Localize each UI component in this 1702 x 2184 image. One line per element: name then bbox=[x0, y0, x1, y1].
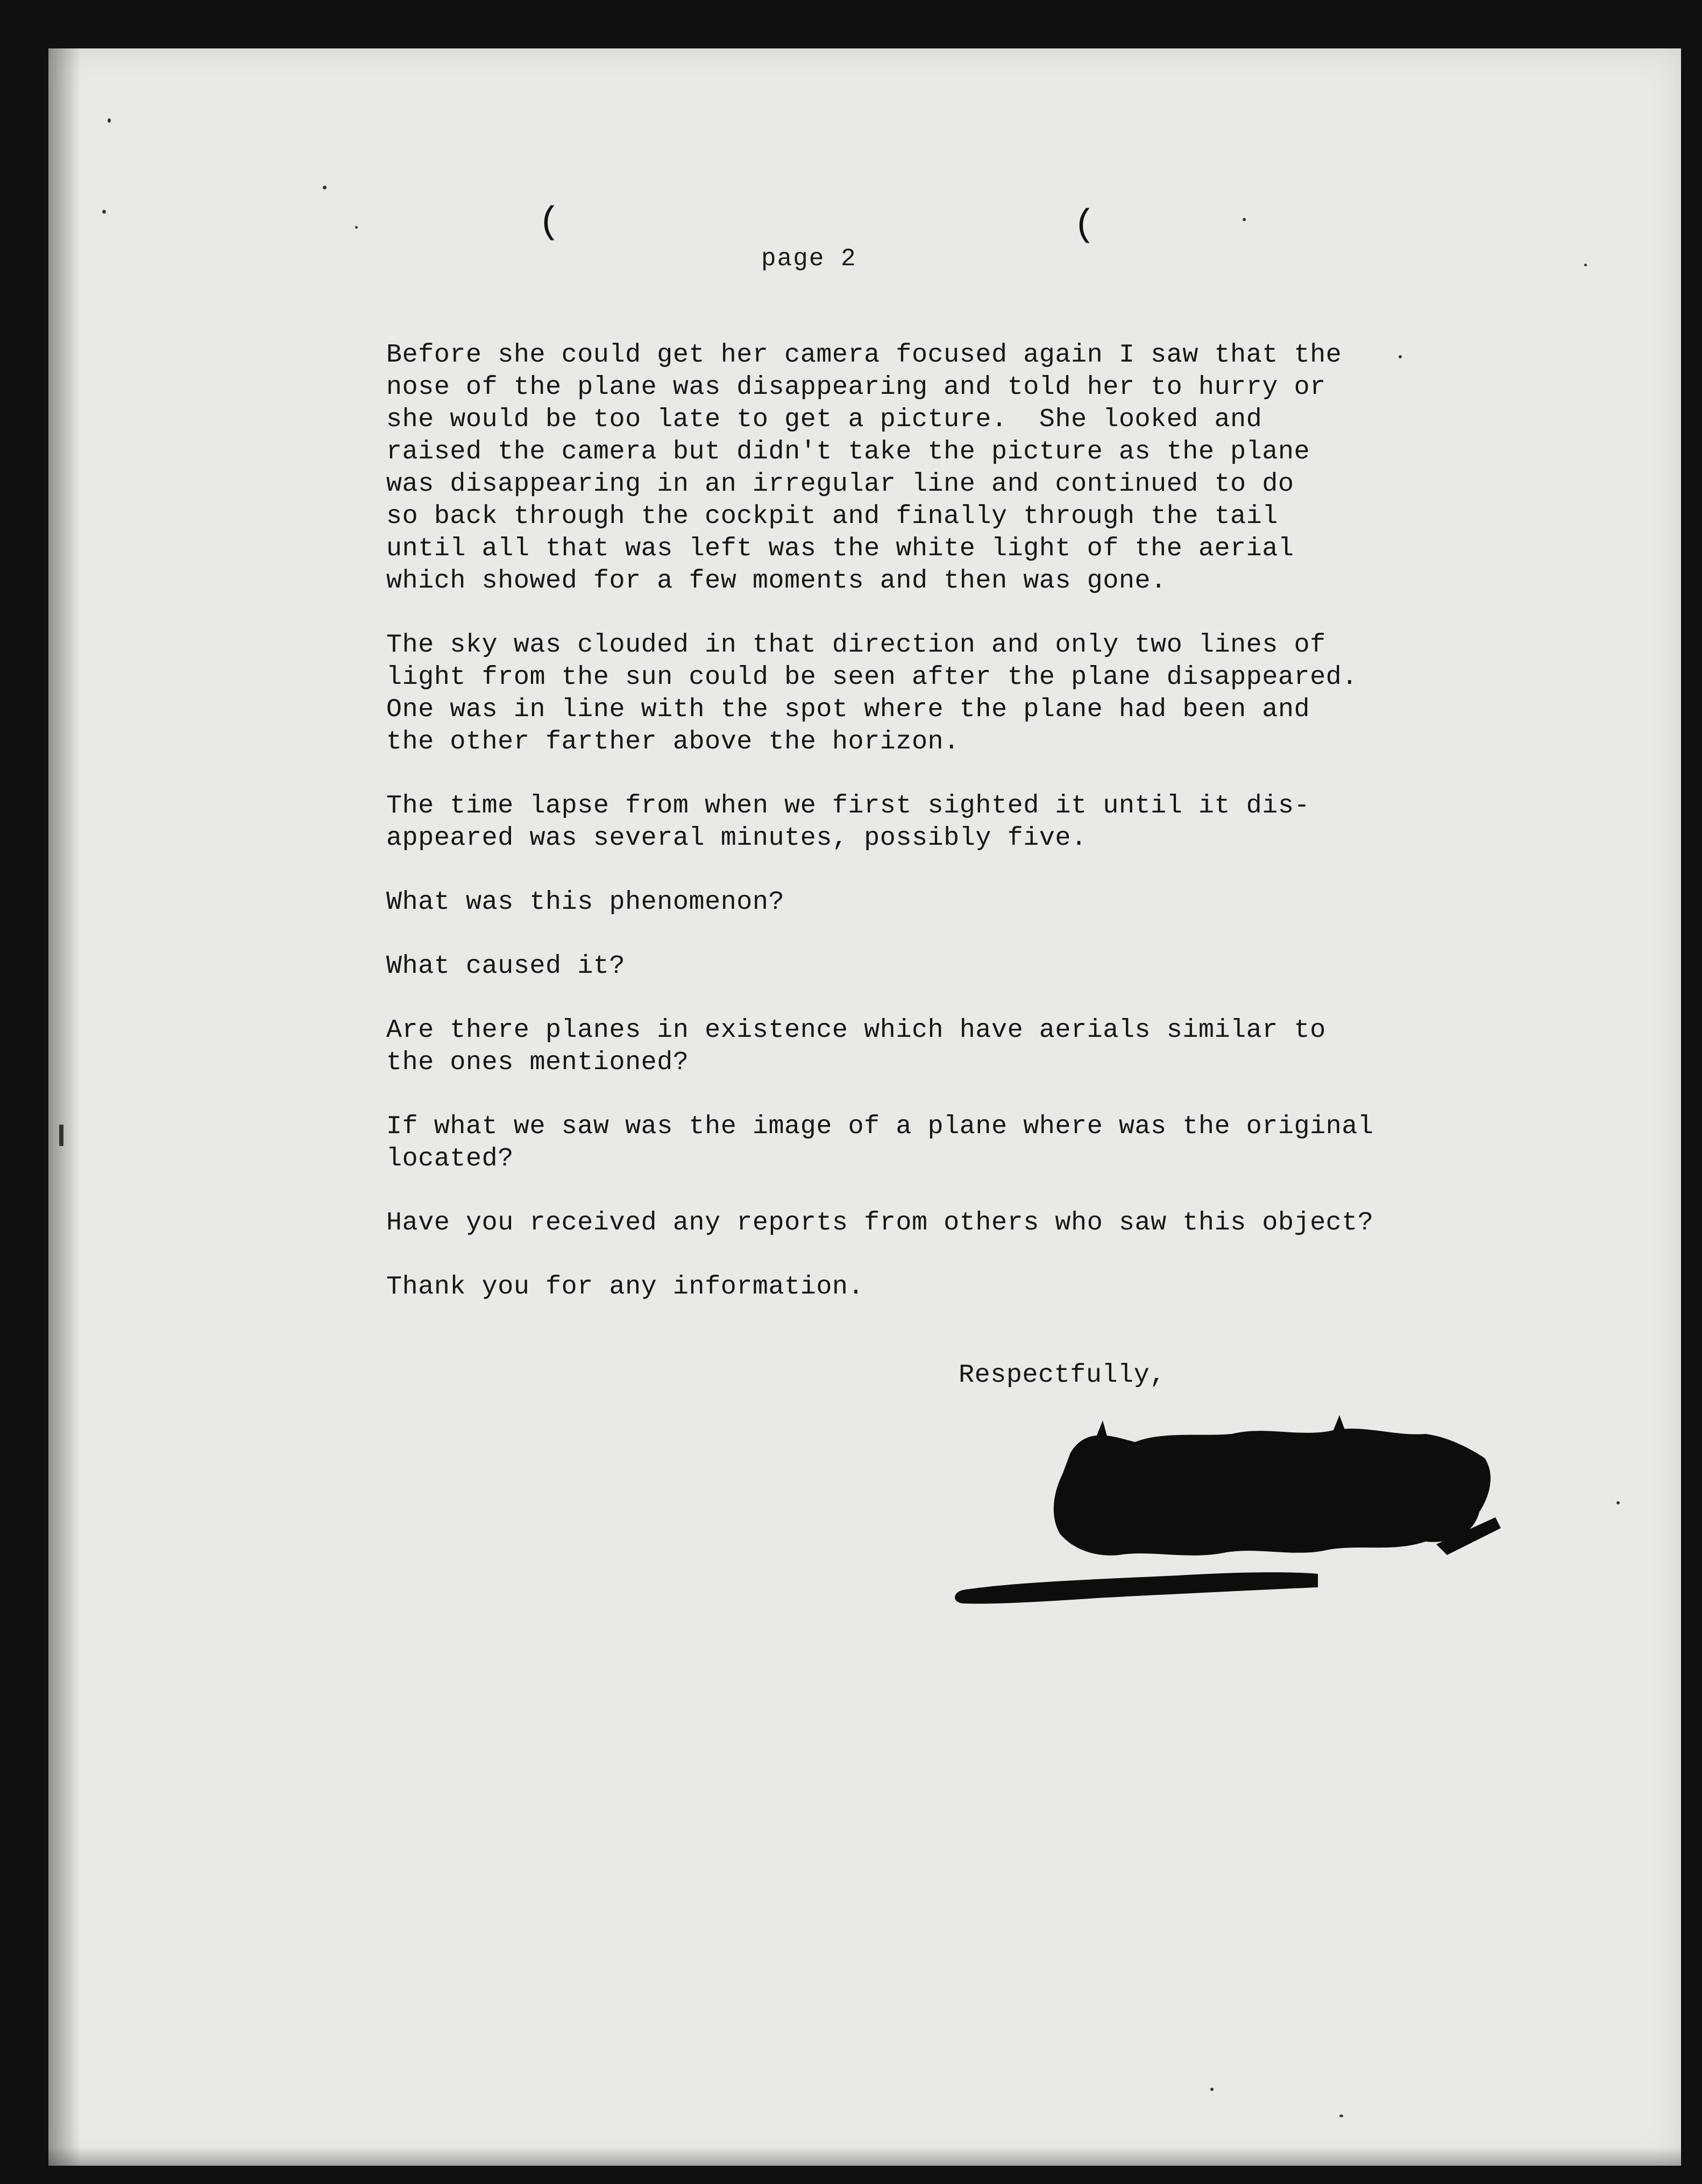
scan-speck bbox=[102, 210, 106, 214]
paragraph bbox=[386, 1207, 1516, 1239]
text-line: One was in line with the spot where the plane had been and bbox=[386, 695, 1310, 724]
scan-speck bbox=[1616, 1501, 1620, 1504]
text-line: appeared was several minutes, possibly five. bbox=[386, 823, 1087, 853]
letter-body bbox=[386, 339, 1516, 1335]
scan-speck bbox=[1243, 218, 1246, 221]
document-page bbox=[48, 48, 1681, 2166]
text-line: What was this phenomenon? bbox=[386, 887, 785, 917]
text-line: so back through the cockpit and finally through the tail bbox=[386, 501, 1278, 531]
text-line: Have you received any reports from others who saw this object? bbox=[386, 1208, 1374, 1238]
redacted-signature bbox=[909, 1404, 1587, 1684]
text-line: which showed for a few moments and then was gone. bbox=[386, 566, 1167, 596]
text-line: Are there planes in existence which have aerials similar to bbox=[386, 1015, 1326, 1045]
scan-speck bbox=[1339, 2115, 1343, 2117]
text-line: until all that was left was the white light of the aerial bbox=[386, 534, 1294, 563]
page-number: page 2 bbox=[761, 245, 857, 273]
text-line: What caused it? bbox=[386, 951, 626, 981]
paragraph bbox=[386, 1271, 1516, 1303]
scan-speck bbox=[1584, 264, 1587, 266]
scan-speck bbox=[108, 118, 111, 123]
text-line: nose of the plane was disappearing and told her to hurry or bbox=[386, 372, 1326, 402]
text-line: light from the sun could be seen after the plane disappeared. bbox=[386, 662, 1358, 692]
paragraph bbox=[386, 339, 1516, 597]
scan-speck bbox=[323, 186, 327, 189]
text-line: Before she could get her camera focused again I saw that the bbox=[386, 340, 1342, 370]
text-line: If what we saw was the image of a plane where was the original bbox=[386, 1112, 1374, 1141]
text-line: the other farther above the horizon. bbox=[386, 727, 960, 757]
text-line: she would be too late to get a picture. She looked and bbox=[386, 405, 1263, 434]
paragraph bbox=[386, 629, 1516, 758]
paragraph bbox=[386, 950, 1516, 983]
scan-speck bbox=[1210, 2088, 1214, 2091]
closing-salutation: Respectfully, bbox=[959, 1360, 1166, 1390]
text-line: was disappearing in an irregular line and continued to do bbox=[386, 469, 1294, 499]
page-edge-shadow bbox=[48, 48, 81, 2166]
text-line: Thank you for any information. bbox=[386, 1272, 864, 1302]
paragraph bbox=[386, 1111, 1516, 1175]
text-line: raised the camera but didn't take the picture as the plane bbox=[386, 437, 1310, 467]
margin-mark-right: ( bbox=[1073, 204, 1096, 247]
text-line: the ones mentioned? bbox=[386, 1048, 689, 1077]
paragraph bbox=[386, 886, 1516, 918]
text-line: The time lapse from when we first sighted it until it dis- bbox=[386, 791, 1310, 821]
margin-mark-left: ( bbox=[538, 202, 561, 244]
paragraph bbox=[386, 790, 1516, 854]
paragraph bbox=[386, 1014, 1516, 1079]
scan-speck bbox=[355, 226, 358, 229]
text-line: The sky was clouded in that direction and only two lines of bbox=[386, 630, 1326, 660]
scan-speck bbox=[59, 1125, 63, 1146]
page-bottom-edge bbox=[48, 2147, 1681, 2166]
text-line: located? bbox=[386, 1144, 514, 1174]
